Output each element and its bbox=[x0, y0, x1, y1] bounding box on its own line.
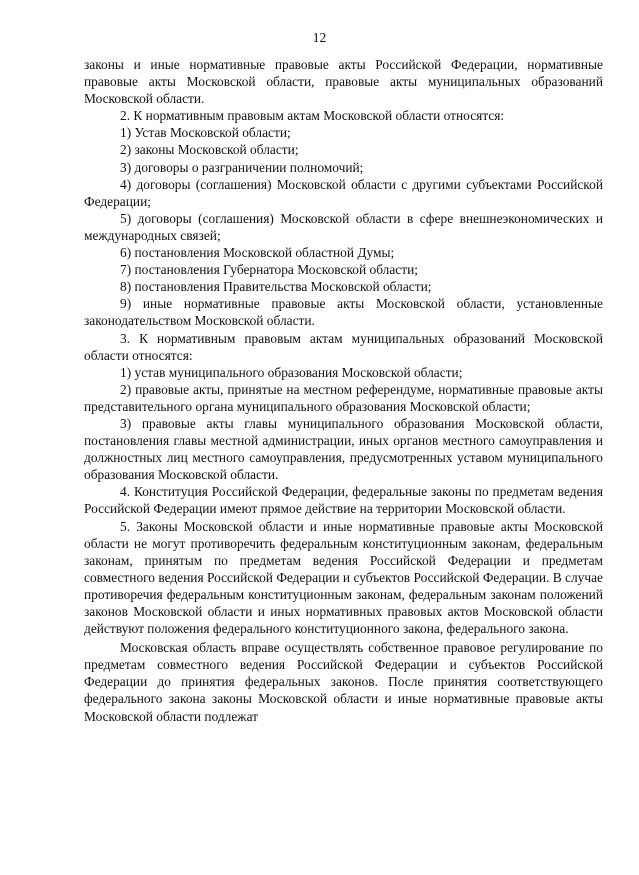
list-item: 3) правовые акты главы муниципального образования Московской области, постановления главы местной администрации, иных органов местного самоуправления и должностных лиц местного самоуправления, предусмотренных уставом муниципального образования Московской области. bbox=[84, 415, 603, 483]
list-item: 1) устав муниципального образования Московской области; bbox=[120, 364, 463, 380]
list-item: 8) постановления Правительства Московской области; bbox=[120, 279, 432, 295]
paragraph-regulation: Московская область вправе осуществлять собственное правовое регулирование по предметам совместного ведения Российской Федерации и субъектов Российской Федерации до принятия федеральных законов. После принятия соответствующего федерального закона законы Московской области и иные нормативные правовые акты Московской области подлежат bbox=[84, 640, 603, 724]
paragraph-section-5: 5. Законы Московской области и иные нормативные правовые акты Московской области не могут противоречить федеральным конституционным законам, федеральным законам, принятым по предметам ведения Российской Федерации и предметам совместного ведения Российской Федерации и субъектов Российской Федерации. В случае противоречия федеральным конституционным законам, федеральным законам положений законов Московской области и иных нормативных правовых актов Московской области действуют положения федерального конституционного закона, федерального закона. bbox=[84, 518, 603, 637]
list-item: 5) договоры (соглашения) Московской области в сфере внешнеэкономических и международных связей; bbox=[84, 210, 603, 243]
page-number: 12 bbox=[312, 30, 327, 45]
list-item: 3) договоры о разграничении полномочий; bbox=[120, 159, 364, 175]
list-item: 4) договоры (соглашения) Московской области с другими субъектами Российской Федерации; bbox=[84, 176, 603, 209]
list-item: 6) постановления Московской областной Думы; bbox=[120, 245, 395, 261]
list-item: 2) правовые акты, принятые на местном референдуме, нормативные правовые акты представительного органа муниципального образования Московской области; bbox=[84, 381, 603, 414]
list-item: 2) законы Московской области; bbox=[120, 142, 299, 158]
list-item: 7) постановления Губернатора Московской области; bbox=[120, 262, 418, 278]
paragraph-section-3: 3. К нормативным правовым актам муниципальных образований Московской области относятся: bbox=[84, 330, 603, 363]
paragraph-section-2: 2. К нормативным правовым актам Московской области относятся: bbox=[120, 108, 505, 124]
document-body bbox=[84, 56, 603, 725]
list-item: 9) иные нормативные правовые акты Московской области, установленные законодательством Московской области. bbox=[84, 296, 603, 329]
paragraph-continuation: законы и иные нормативные правовые акты Российской Федерации, нормативные правовые акты Московской области, правовые акты муниципальных образований Московской области. bbox=[84, 57, 603, 107]
paragraph-section-4: 4. Конституция Российской Федерации, федеральные законы по предметам ведения Российской Федерации имеют прямое действие на территории Московской области. bbox=[84, 484, 603, 517]
list-item: 1) Устав Московской области; bbox=[120, 125, 291, 141]
